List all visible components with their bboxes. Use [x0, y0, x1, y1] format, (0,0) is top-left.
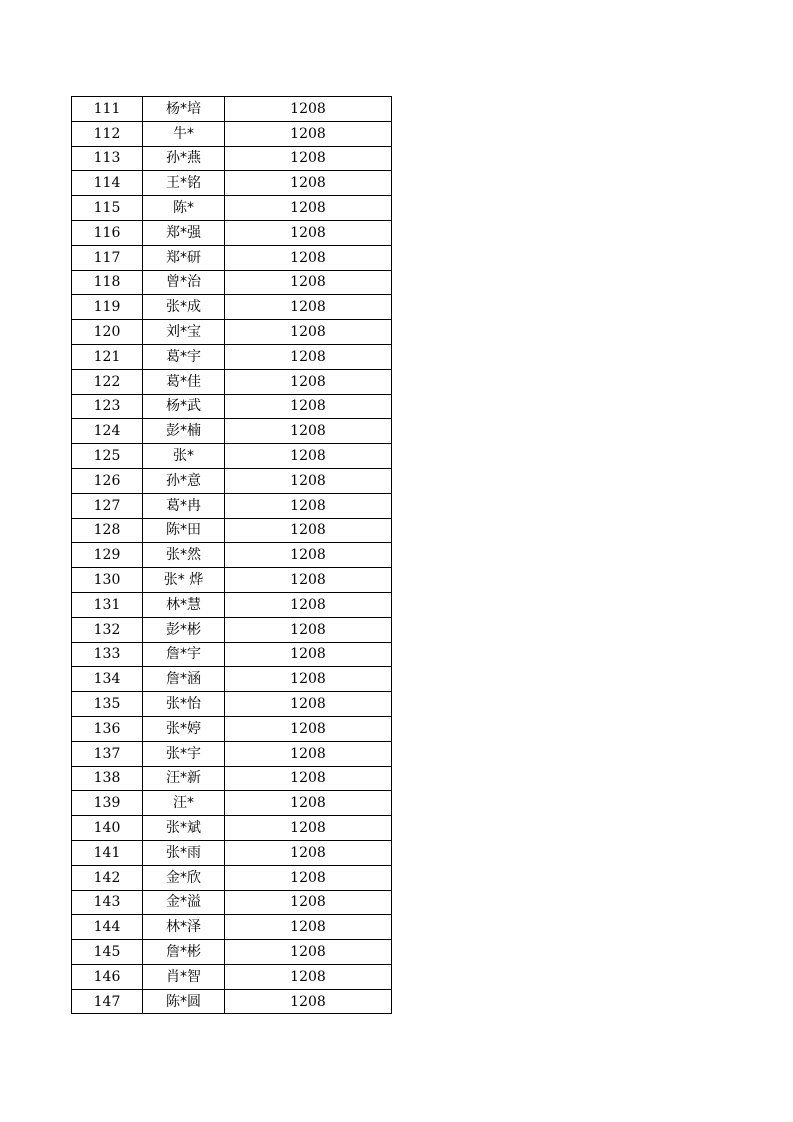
row-number-cell: 145 [72, 940, 143, 965]
name-cell: 张*婷 [143, 716, 225, 741]
row-number-cell: 117 [72, 245, 143, 270]
row-number-cell: 136 [72, 716, 143, 741]
table-row [72, 270, 392, 295]
amount-cell: 1208 [225, 543, 392, 568]
table-row [72, 741, 392, 766]
table-row [72, 419, 392, 444]
table-row [72, 592, 392, 617]
table-row [72, 394, 392, 419]
subsidy-list-table [71, 96, 392, 1014]
name-cell: 詹*涵 [143, 667, 225, 692]
table-body [72, 97, 392, 1014]
name-cell: 金*欣 [143, 865, 225, 890]
amount-cell: 1208 [225, 320, 392, 345]
name-cell: 张* [143, 444, 225, 469]
table-row [72, 493, 392, 518]
name-cell: 彭*彬 [143, 617, 225, 642]
amount-cell: 1208 [225, 369, 392, 394]
row-number-cell: 144 [72, 915, 143, 940]
table-row [72, 890, 392, 915]
row-number-cell: 123 [72, 394, 143, 419]
table-row [72, 295, 392, 320]
name-cell: 郑*强 [143, 220, 225, 245]
amount-cell: 1208 [225, 121, 392, 146]
name-cell: 杨*培 [143, 97, 225, 122]
row-number-cell: 116 [72, 220, 143, 245]
table-row [72, 989, 392, 1014]
table-row [72, 840, 392, 865]
name-cell: 林*慧 [143, 592, 225, 617]
table-row [72, 568, 392, 593]
table-row [72, 320, 392, 345]
row-number-cell: 135 [72, 692, 143, 717]
table-row [72, 518, 392, 543]
name-cell: 张*雨 [143, 840, 225, 865]
table-row [72, 344, 392, 369]
row-number-cell: 137 [72, 741, 143, 766]
row-number-cell: 126 [72, 468, 143, 493]
name-cell: 张*怡 [143, 692, 225, 717]
name-cell: 彭*楠 [143, 419, 225, 444]
row-number-cell: 131 [72, 592, 143, 617]
name-cell: 张* 烨 [143, 568, 225, 593]
row-number-cell: 143 [72, 890, 143, 915]
amount-cell: 1208 [225, 791, 392, 816]
table-row [72, 245, 392, 270]
table-row [72, 543, 392, 568]
amount-cell: 1208 [225, 865, 392, 890]
row-number-cell: 146 [72, 964, 143, 989]
row-number-cell: 122 [72, 369, 143, 394]
name-cell: 葛*宇 [143, 344, 225, 369]
table-row [72, 667, 392, 692]
name-cell: 牛* [143, 121, 225, 146]
row-number-cell: 130 [72, 568, 143, 593]
row-number-cell: 125 [72, 444, 143, 469]
row-number-cell: 133 [72, 642, 143, 667]
row-number-cell: 132 [72, 617, 143, 642]
table-row [72, 196, 392, 221]
name-cell: 杨*武 [143, 394, 225, 419]
amount-cell: 1208 [225, 692, 392, 717]
table-row [72, 220, 392, 245]
row-number-cell: 140 [72, 816, 143, 841]
name-cell: 汪*新 [143, 766, 225, 791]
name-cell: 孙*燕 [143, 146, 225, 171]
row-number-cell: 114 [72, 171, 143, 196]
amount-cell: 1208 [225, 816, 392, 841]
table-row [72, 171, 392, 196]
row-number-cell: 147 [72, 989, 143, 1014]
name-cell: 葛*冉 [143, 493, 225, 518]
amount-cell: 1208 [225, 344, 392, 369]
row-number-cell: 118 [72, 270, 143, 295]
amount-cell: 1208 [225, 716, 392, 741]
name-cell: 刘*宝 [143, 320, 225, 345]
amount-cell: 1208 [225, 915, 392, 940]
name-cell: 林*泽 [143, 915, 225, 940]
row-number-cell: 134 [72, 667, 143, 692]
amount-cell: 1208 [225, 146, 392, 171]
name-cell: 曾*治 [143, 270, 225, 295]
table-row [72, 716, 392, 741]
name-cell: 张*宇 [143, 741, 225, 766]
table-row [72, 964, 392, 989]
amount-cell: 1208 [225, 444, 392, 469]
table-row [72, 617, 392, 642]
name-cell: 肖*智 [143, 964, 225, 989]
row-number-cell: 120 [72, 320, 143, 345]
amount-cell: 1208 [225, 171, 392, 196]
table-row [72, 915, 392, 940]
amount-cell: 1208 [225, 419, 392, 444]
amount-cell: 1208 [225, 270, 392, 295]
name-cell: 王*铭 [143, 171, 225, 196]
row-number-cell: 115 [72, 196, 143, 221]
row-number-cell: 124 [72, 419, 143, 444]
name-cell: 郑*研 [143, 245, 225, 270]
row-number-cell: 111 [72, 97, 143, 122]
row-number-cell: 112 [72, 121, 143, 146]
table-row [72, 369, 392, 394]
row-number-cell: 138 [72, 766, 143, 791]
table-row [72, 146, 392, 171]
amount-cell: 1208 [225, 617, 392, 642]
name-cell: 詹*宇 [143, 642, 225, 667]
name-cell: 张*成 [143, 295, 225, 320]
name-cell: 张*然 [143, 543, 225, 568]
amount-cell: 1208 [225, 964, 392, 989]
row-number-cell: 121 [72, 344, 143, 369]
row-number-cell: 139 [72, 791, 143, 816]
table-row [72, 766, 392, 791]
amount-cell: 1208 [225, 840, 392, 865]
row-number-cell: 128 [72, 518, 143, 543]
table-row [72, 444, 392, 469]
name-cell: 张*斌 [143, 816, 225, 841]
name-cell: 孙*意 [143, 468, 225, 493]
amount-cell: 1208 [225, 940, 392, 965]
amount-cell: 1208 [225, 890, 392, 915]
row-number-cell: 129 [72, 543, 143, 568]
row-number-cell: 141 [72, 840, 143, 865]
amount-cell: 1208 [225, 766, 392, 791]
row-number-cell: 142 [72, 865, 143, 890]
row-number-cell: 119 [72, 295, 143, 320]
amount-cell: 1208 [225, 196, 392, 221]
name-cell: 汪* [143, 791, 225, 816]
row-number-cell: 113 [72, 146, 143, 171]
amount-cell: 1208 [225, 493, 392, 518]
amount-cell: 1208 [225, 989, 392, 1014]
name-cell: 陈*田 [143, 518, 225, 543]
amount-cell: 1208 [225, 667, 392, 692]
amount-cell: 1208 [225, 97, 392, 122]
table-row [72, 816, 392, 841]
table-row [72, 121, 392, 146]
name-cell: 金*溢 [143, 890, 225, 915]
table-row [72, 642, 392, 667]
table-row [72, 468, 392, 493]
amount-cell: 1208 [225, 245, 392, 270]
amount-cell: 1208 [225, 741, 392, 766]
amount-cell: 1208 [225, 220, 392, 245]
amount-cell: 1208 [225, 295, 392, 320]
amount-cell: 1208 [225, 518, 392, 543]
name-cell: 詹*彬 [143, 940, 225, 965]
name-cell: 葛*佳 [143, 369, 225, 394]
amount-cell: 1208 [225, 592, 392, 617]
amount-cell: 1208 [225, 568, 392, 593]
table-row [72, 865, 392, 890]
table-row [72, 940, 392, 965]
name-cell: 陈*圆 [143, 989, 225, 1014]
amount-cell: 1208 [225, 468, 392, 493]
name-cell: 陈* [143, 196, 225, 221]
row-number-cell: 127 [72, 493, 143, 518]
table-row [72, 791, 392, 816]
amount-cell: 1208 [225, 642, 392, 667]
table-row [72, 97, 392, 122]
amount-cell: 1208 [225, 394, 392, 419]
table-row [72, 692, 392, 717]
